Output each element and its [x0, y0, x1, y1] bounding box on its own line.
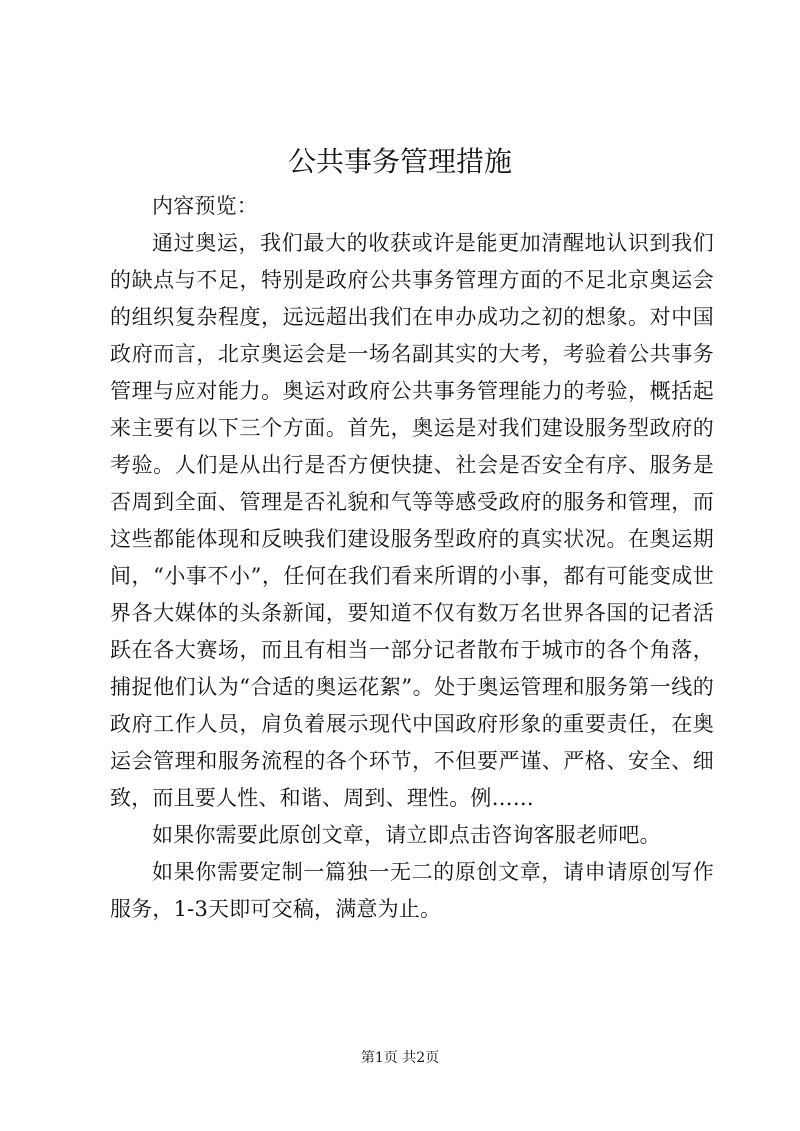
document-title: 公共事务管理措施	[287, 145, 512, 178]
preview-label: 内容预览：	[152, 194, 258, 218]
contact-paragraph: 如果你需要此原创文章，请立即点击咨询客服老师吧。	[152, 823, 661, 847]
main-paragraph: 通过奥运，我们最大的收获或许是能更加清醒地认识到我们的缺点与不足，特别是政府公共事务管理方面的不足北京奥运会的组织复杂程度，远远超出我们在申办成功之初的想象。对中国政府而言，北京奥运会是一场名副其实的大考，考验着公共事务管理与应对能力。奥运对政府公共事务管理能力的考验，概括起来主要有以下三个方面。首先，奥运是对我们建设服务型政府的考验。人们是从出行是否方便快捷、社会是否安全有序、服务是否周到全面、管理是否礼貌和气等等感受政府的服务和管理，而这些都能体现和反映我们建设服务型政府的真实状况。在奥运期间，“小事不小”，任何在我们看来所谓的小事，都有可能变成世界各大媒体的头条新闻，要知道不仅有数万名世界各国的记者活跃在各大赛场，而且有相当一部分记者散布于城市的各个角落，捕捉他们认为“合适的奥运花絮”。处于奥运管理和服务第一线的政府工作人员，肩负着展示现代中国政府形象的重要责任，在奥运会管理和服务流程的各个环节，不但要严谨、严格、安全、细致，而且要人性、和谐、周到、理性。例……	[110, 231, 714, 810]
document-body	[110, 188, 714, 928]
page-footer: 第1页 共2页	[360, 1050, 440, 1066]
service-paragraph: 如果你需要定制一篇独一无二的原创文章，请申请原创写作服务，1-3天即可交稿，满意为止。	[110, 860, 714, 921]
